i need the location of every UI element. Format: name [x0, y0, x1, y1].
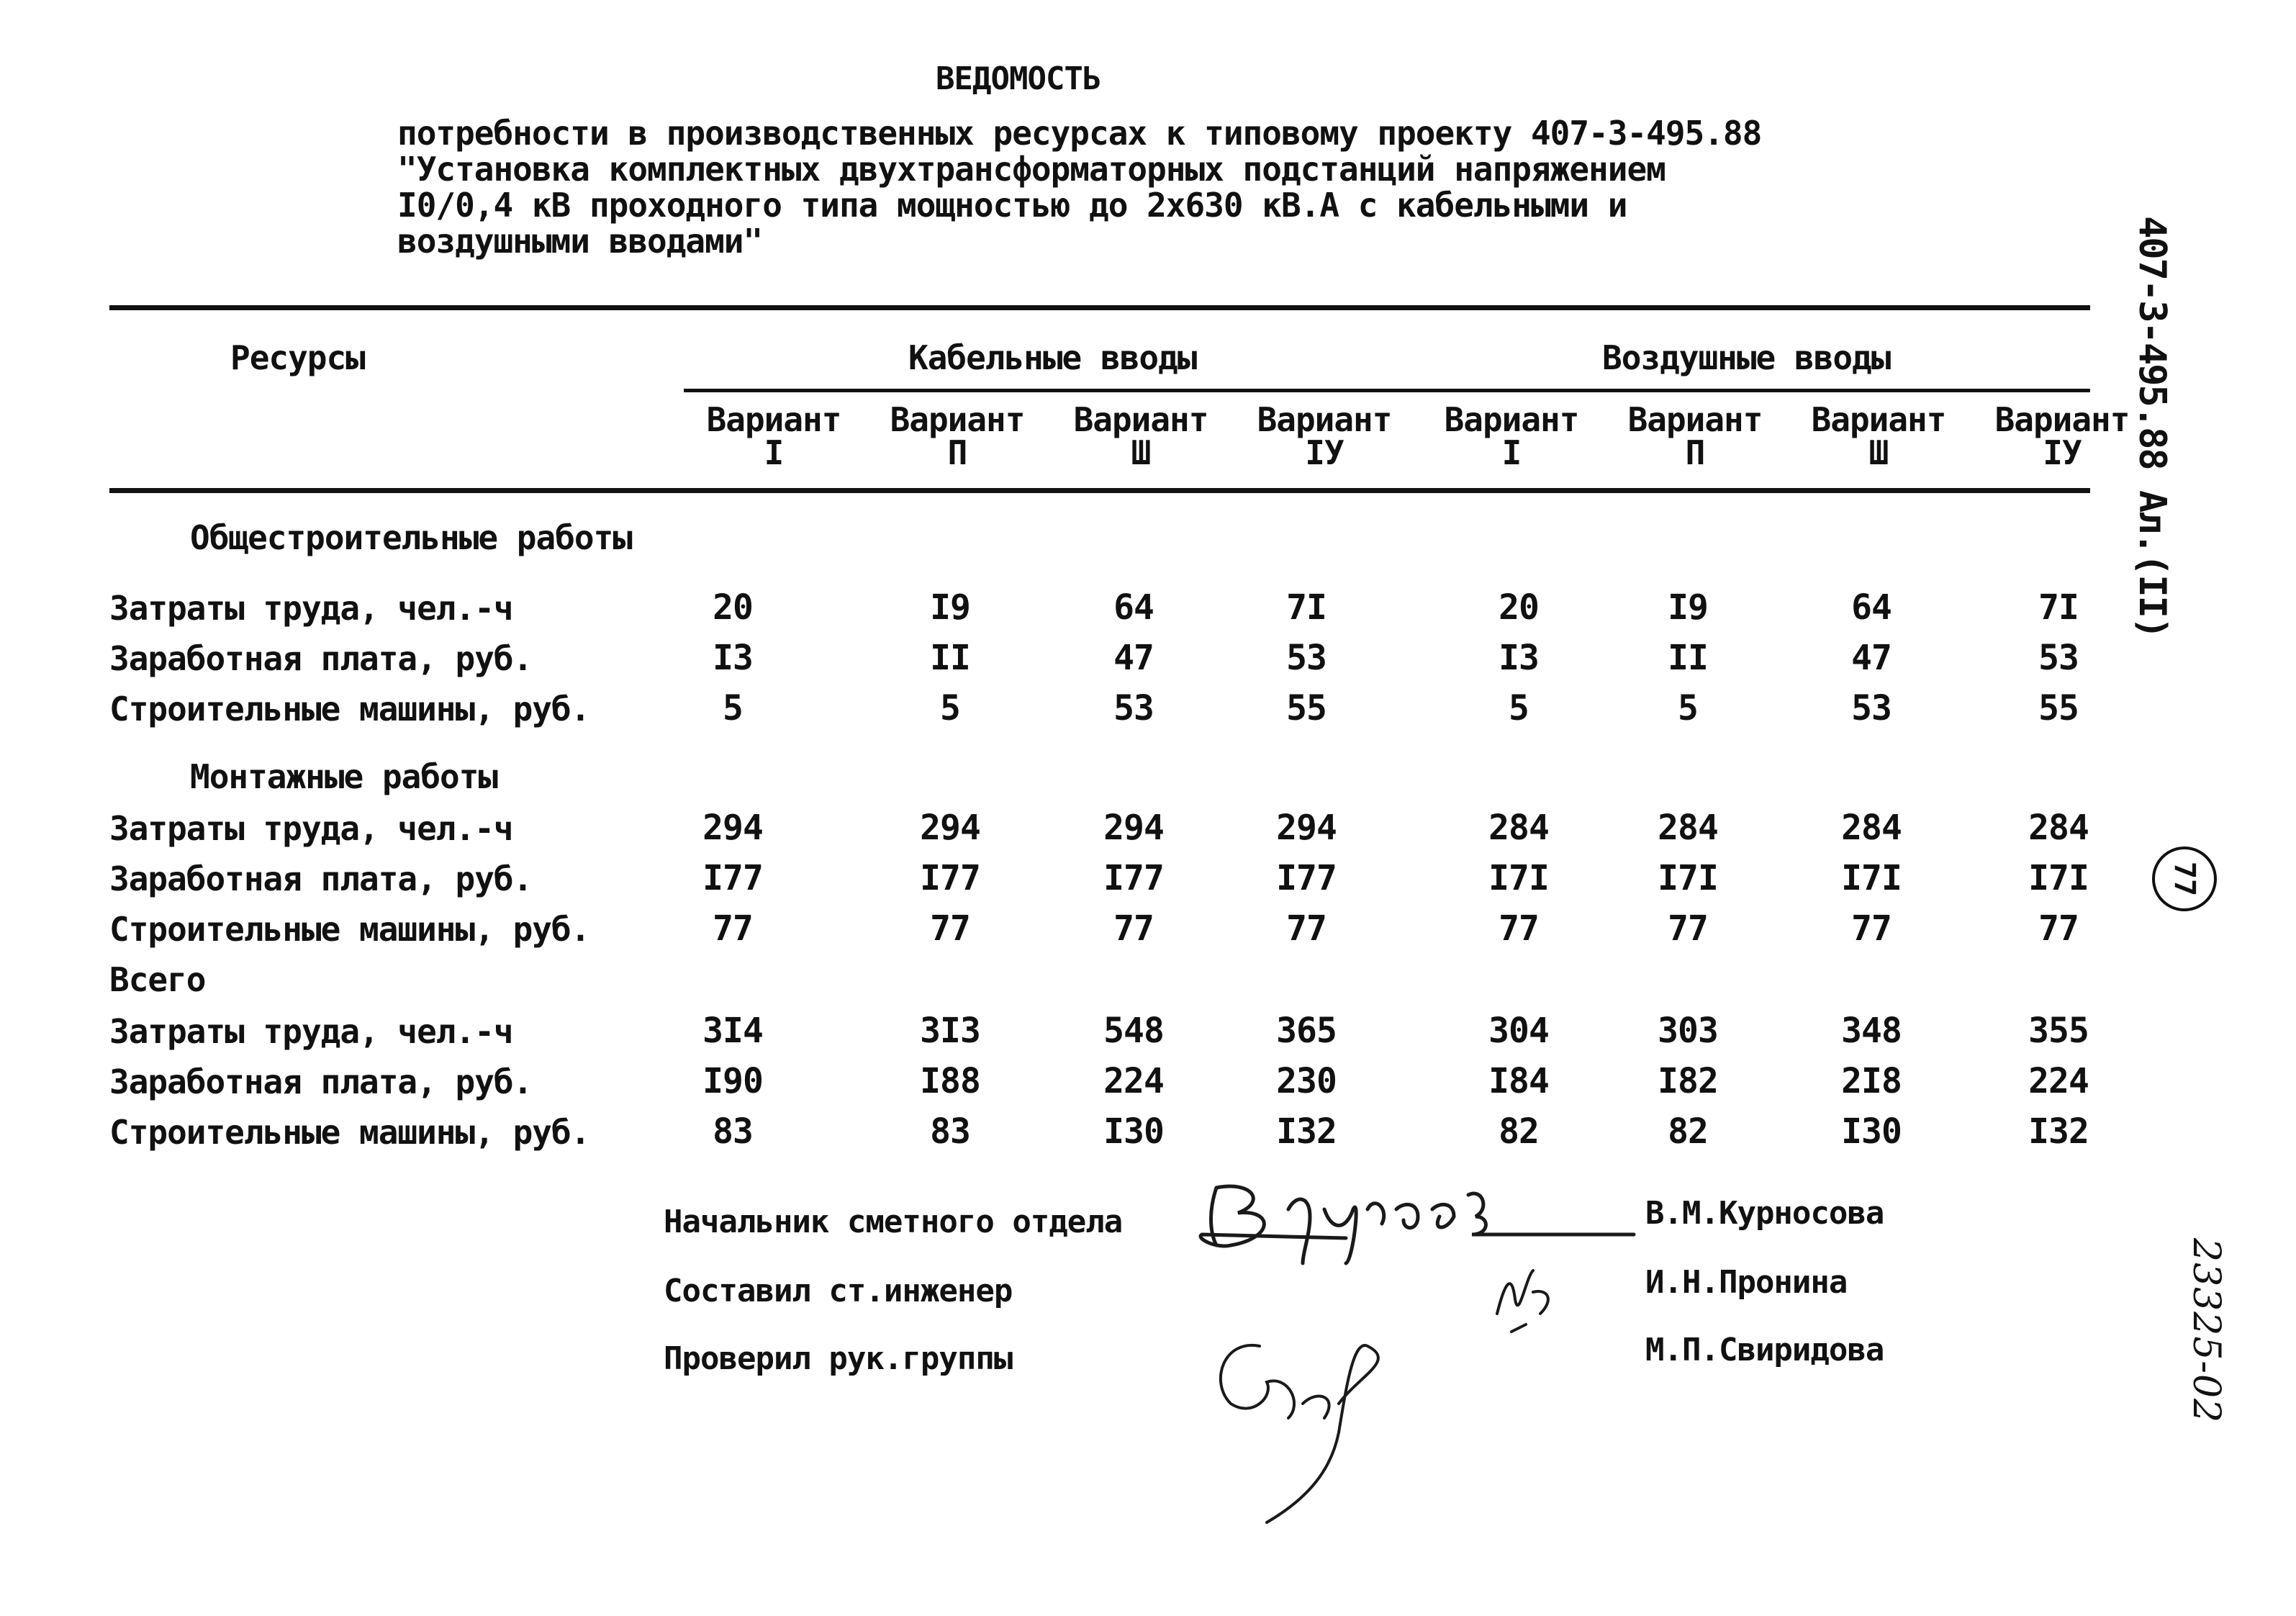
table-cell: 224 [1103, 1061, 1164, 1101]
row-label: Заработная плата, руб. [109, 639, 533, 678]
variant-number: IУ [1305, 433, 1344, 472]
table-cell: 284 [1841, 808, 1902, 848]
table-cell: 55 [2038, 688, 2079, 728]
variant-word: Вариант [1073, 400, 1208, 439]
table-cell: 77 [713, 908, 753, 949]
table-cell: 304 [1488, 1011, 1549, 1051]
subtitle-line: I0/0,4 кВ проходного типа мощностью до 2х630 кВ.А с кабельными и [397, 186, 1627, 225]
signature-role: Составил ст.инженер [664, 1273, 1013, 1309]
variant-number: I [764, 433, 784, 472]
signature-role: Начальник сметного отдела [664, 1204, 1123, 1240]
row-label: Заработная плата, руб. [109, 859, 533, 898]
table-cell: I7I [1488, 858, 1549, 898]
variant-word: Вариант [1257, 400, 1392, 439]
variant-word: Вариант [1444, 400, 1579, 439]
table-top-rule [109, 305, 2090, 310]
variant-number: I [1501, 433, 1522, 472]
table-cell: I7I [1658, 858, 1718, 898]
variant-word: Вариант [1994, 400, 2130, 439]
table-cell: 77 [930, 908, 970, 949]
table-cell: 77 [2038, 908, 2079, 949]
table-cell: 5 [1678, 688, 1698, 728]
variant-header [1979, 400, 2145, 472]
table-cell: 64 [1851, 587, 1892, 628]
variant-number: Ш [1131, 433, 1151, 472]
variant-header [874, 400, 1040, 472]
subtitle-line: "Установка комплектных двухтрансформаторных подстанций напряжением [397, 150, 1665, 189]
table-cell: 47 [1851, 638, 1892, 678]
table-cell: 47 [1113, 638, 1154, 678]
variant-header [1242, 400, 1407, 472]
table-cell: I30 [1841, 1111, 1902, 1152]
table-cell: 20 [1499, 587, 1539, 628]
table-cell: I82 [1658, 1061, 1718, 1101]
row-label: Строительные машины, руб. [109, 690, 590, 728]
signature-name: В.М.Курносова [1645, 1195, 1884, 1232]
table-cell: 548 [1103, 1011, 1164, 1051]
table-cell: 2I8 [1841, 1061, 1902, 1101]
subtitle-line: потребности в производственных ресурсах к типовому проекту 407-3-495.88 [397, 114, 1762, 153]
table-cell: 7I [1286, 587, 1326, 628]
variant-header [1796, 400, 1961, 472]
table-cell: I32 [2028, 1111, 2089, 1152]
section-title: Общестроительные работы [190, 518, 632, 557]
table-cell: II [930, 638, 970, 678]
row-label: Строительные машины, руб. [109, 1113, 590, 1152]
variant-header [1058, 400, 1224, 472]
variant-word: Вариант [1811, 400, 1946, 439]
resources-header: Ресурсы [230, 338, 365, 377]
row-label: Строительные машины, руб. [109, 910, 590, 949]
cable-group-header: Кабельные вводы [908, 338, 1197, 377]
table-cell: 284 [1658, 808, 1718, 848]
table-cell: I30 [1103, 1111, 1164, 1152]
variant-number: П [1685, 433, 1705, 472]
table-cell: 5 [1509, 688, 1529, 728]
table-cell: 82 [1668, 1111, 1708, 1152]
table-cell: 355 [2028, 1011, 2089, 1051]
variant-word: Вариант [890, 400, 1025, 439]
row-label: Заработная плата, руб. [109, 1062, 533, 1101]
table-cell: 348 [1841, 1011, 1902, 1051]
table-cell: 7I [2038, 587, 2079, 628]
table-cell: 5 [940, 688, 960, 728]
signature-name: М.П.Свиридова [1645, 1332, 1884, 1368]
table-cell: 77 [1113, 908, 1154, 949]
variant-word: Вариант [1627, 400, 1763, 439]
table-cell: 64 [1113, 587, 1154, 628]
table-cell: 53 [1286, 638, 1326, 678]
table-cell: 224 [2028, 1061, 2089, 1101]
section-title: Всего [109, 960, 206, 999]
row-label: Затраты труда, чел.-ч [109, 589, 513, 628]
section-title: Монтажные работы [190, 757, 498, 796]
table-cell: I77 [920, 858, 980, 898]
table-cell: I3 [713, 638, 753, 678]
row-label: Затраты труда, чел.-ч [109, 809, 513, 848]
table-cell: I7I [1841, 858, 1902, 898]
table-cell: 82 [1499, 1111, 1539, 1152]
table-cell: 284 [2028, 808, 2089, 848]
table-cell: I9 [930, 587, 970, 628]
table-cell: 53 [1851, 688, 1892, 728]
table-cell: I84 [1488, 1061, 1549, 1101]
handwritten-signature-kurnosova [1188, 1166, 1655, 1267]
handwritten-signature-pronina [1483, 1256, 1569, 1335]
table-cell: 53 [1113, 688, 1154, 728]
variant-number: IУ [2043, 433, 2082, 472]
table-cell: 77 [1499, 908, 1539, 949]
table-cell: 55 [1286, 688, 1326, 728]
table-cell: I3 [1499, 638, 1539, 678]
side-document-code: 407-3-495.88 Ал.(II) [2130, 216, 2174, 638]
table-cell: 77 [1851, 908, 1892, 949]
variant-number: Ш [1868, 433, 1889, 472]
table-cell: 77 [1668, 908, 1708, 949]
table-cell: I77 [1276, 858, 1337, 898]
document-subtitle [397, 115, 1761, 259]
variant-number: П [947, 433, 967, 472]
table-cell: 365 [1276, 1011, 1337, 1051]
table-cell: 5 [723, 688, 743, 728]
variant-header [691, 400, 857, 472]
table-cell: 230 [1276, 1061, 1337, 1101]
table-cell: 83 [930, 1111, 970, 1152]
table-cell: 53 [2038, 638, 2079, 678]
table-cell: I77 [1103, 858, 1164, 898]
table-cell: I90 [702, 1061, 763, 1101]
page-number: 77 [2167, 861, 2201, 897]
table-cell: I77 [702, 858, 763, 898]
table-cell: 294 [1103, 808, 1164, 848]
variant-header [1429, 400, 1594, 472]
variant-word: Вариант [706, 400, 841, 439]
header-bottom-rule [109, 488, 2090, 493]
table-cell: 294 [1276, 808, 1337, 848]
signature-name: И.Н.Пронина [1645, 1264, 1848, 1301]
table-cell: 3I4 [702, 1011, 763, 1051]
signature-role: Проверил рук.группы [664, 1340, 1013, 1377]
page-number-circle [2152, 847, 2217, 911]
row-label: Затраты труда, чел.-ч [109, 1012, 513, 1051]
table-cell: 3I3 [920, 1011, 980, 1051]
table-cell: 83 [713, 1111, 753, 1152]
table-cell: II [1668, 638, 1708, 678]
variant-header [1612, 400, 1778, 472]
table-cell: 20 [713, 587, 753, 628]
table-cell: 303 [1658, 1011, 1718, 1051]
air-group-header: Воздушные вводы [1602, 338, 1891, 377]
table-cell: 77 [1286, 908, 1326, 949]
table-cell: 284 [1488, 808, 1549, 848]
table-cell: I88 [920, 1061, 980, 1101]
table-cell: I7I [2028, 858, 2089, 898]
table-cell: I9 [1668, 587, 1708, 628]
group-underline-rule [684, 389, 2090, 392]
handwritten-signature-sviridova [1195, 1324, 1454, 1526]
table-cell: 294 [702, 808, 763, 848]
table-cell: I32 [1276, 1111, 1337, 1152]
table-cell: 294 [920, 808, 980, 848]
document-title: ВЕДОМОСТЬ [936, 60, 1101, 97]
subtitle-line: воздушными вводами" [397, 222, 763, 261]
inventory-number: 23325-02 [2184, 1238, 2228, 1424]
